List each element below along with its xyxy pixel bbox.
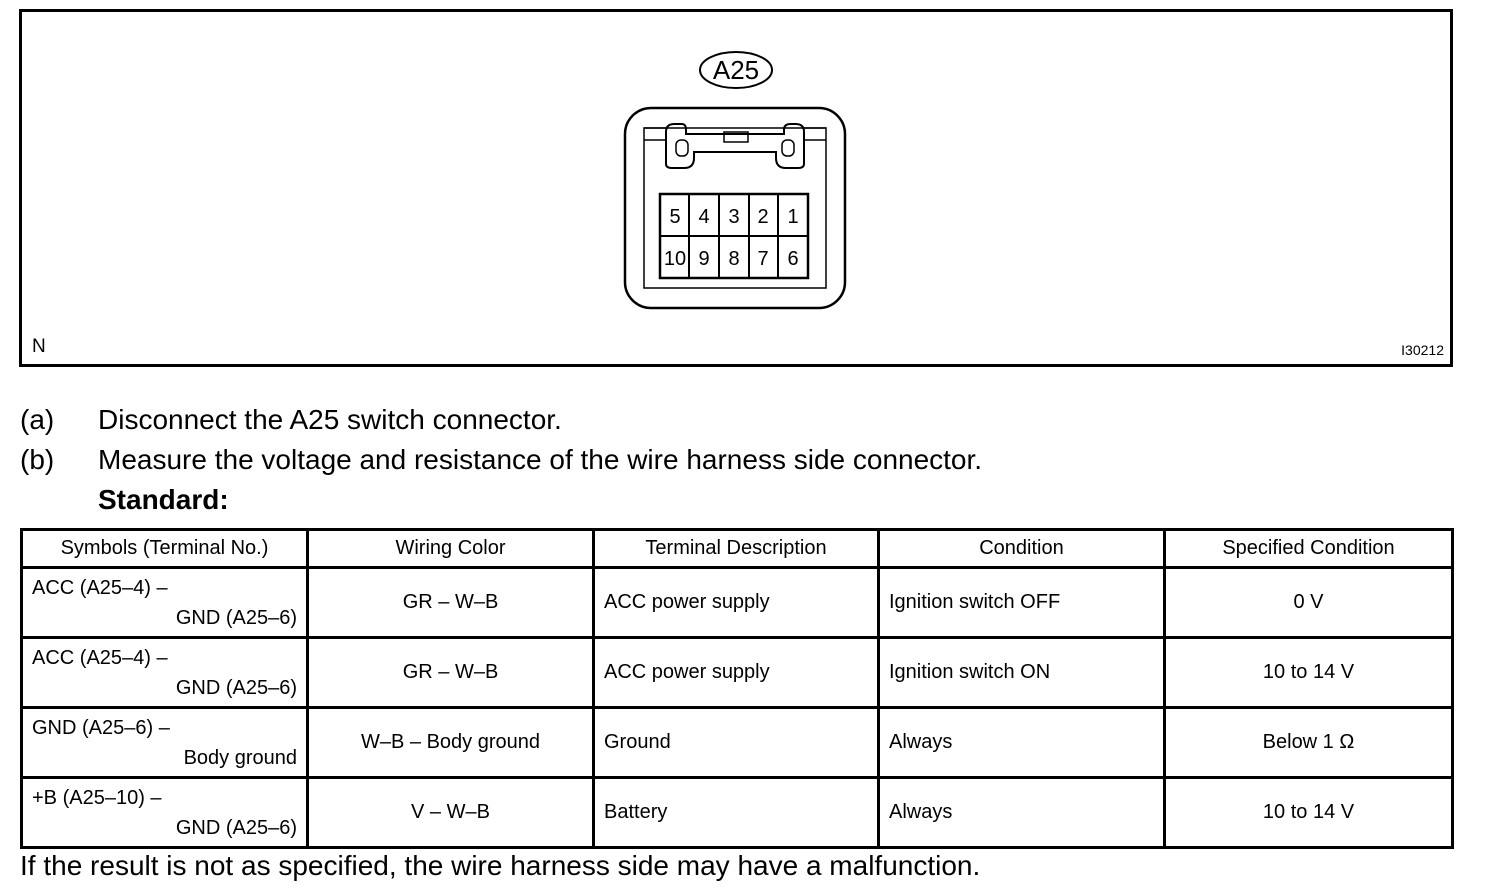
description-cell: Ground <box>594 708 879 778</box>
symbol-from: +B (A25–10) – <box>32 786 162 809</box>
pin-label: 3 <box>728 206 740 228</box>
condition-cell: Always <box>879 708 1165 778</box>
connector-figure <box>19 9 1453 367</box>
specified-condition-cell: 10 to 14 V <box>1165 638 1453 708</box>
specified-condition-cell: 0 V <box>1165 568 1453 638</box>
condition-cell: Ignition switch ON <box>879 638 1165 708</box>
column-header: Symbols (Terminal No.) <box>22 530 308 568</box>
symbol-cell <box>22 778 308 848</box>
pin-label: 10 <box>663 248 687 270</box>
pin-label: 7 <box>757 248 769 270</box>
table-row <box>22 778 1453 848</box>
wiring-color-cell: W–B – Body ground <box>308 708 594 778</box>
symbol-to: Body ground <box>183 746 297 769</box>
symbol-cell <box>22 708 308 778</box>
symbol-cell <box>22 568 308 638</box>
column-header: Wiring Color <box>308 530 594 568</box>
wiring-color-cell: GR – W–B <box>308 638 594 708</box>
symbol-cell <box>22 638 308 708</box>
pin-label: 8 <box>728 248 740 270</box>
description-cell: Battery <box>594 778 879 848</box>
step-text: Disconnect the A25 switch connector. <box>98 404 562 435</box>
specified-condition-cell: Below 1 Ω <box>1165 708 1453 778</box>
standard-table <box>20 528 1454 849</box>
pin-label: 5 <box>669 206 681 228</box>
symbol-from: ACC (A25–4) – <box>32 576 168 599</box>
pin-label: 1 <box>787 206 799 228</box>
symbol-from: ACC (A25–4) – <box>32 646 168 669</box>
description-cell: ACC power supply <box>594 638 879 708</box>
connector-latch <box>666 124 804 168</box>
symbol-to: GND (A25–6) <box>175 676 297 699</box>
step-text: Measure the voltage and resistance of the wire harness side connector. <box>98 444 983 475</box>
pin-label: 6 <box>787 248 799 270</box>
pin-label: 4 <box>698 206 710 228</box>
table-row <box>22 708 1453 778</box>
figure-corner-label: N <box>32 336 46 357</box>
specified-condition-cell: 10 to 14 V <box>1165 778 1453 848</box>
pin-label: 9 <box>698 248 710 270</box>
column-header: Specified Condition <box>1165 530 1453 568</box>
table-header-row <box>22 530 1453 568</box>
symbol-to: GND (A25–6) <box>175 606 297 629</box>
description-cell: ACC power supply <box>594 568 879 638</box>
column-header: Terminal Description <box>594 530 879 568</box>
connector-label: A25 <box>712 55 760 85</box>
symbol-to: GND (A25–6) <box>175 816 297 839</box>
figure-id: I30212 <box>1401 342 1444 358</box>
footer-note: If the result is not as specified, the wire harness side may have a malfunction. <box>20 850 981 881</box>
standard-heading: Standard: <box>98 484 229 515</box>
table-row <box>22 568 1453 638</box>
step-marker: (b) <box>20 444 55 475</box>
wiring-color-cell: GR – W–B <box>308 568 594 638</box>
symbol-from: GND (A25–6) – <box>32 716 170 739</box>
table-row <box>22 638 1453 708</box>
wiring-color-cell: V – W–B <box>308 778 594 848</box>
condition-cell: Always <box>879 778 1165 848</box>
pin-label: 2 <box>757 206 769 228</box>
connector-diagram <box>22 12 1450 364</box>
condition-cell: Ignition switch OFF <box>879 568 1165 638</box>
column-header: Condition <box>879 530 1165 568</box>
step-marker: (a) <box>20 404 55 435</box>
